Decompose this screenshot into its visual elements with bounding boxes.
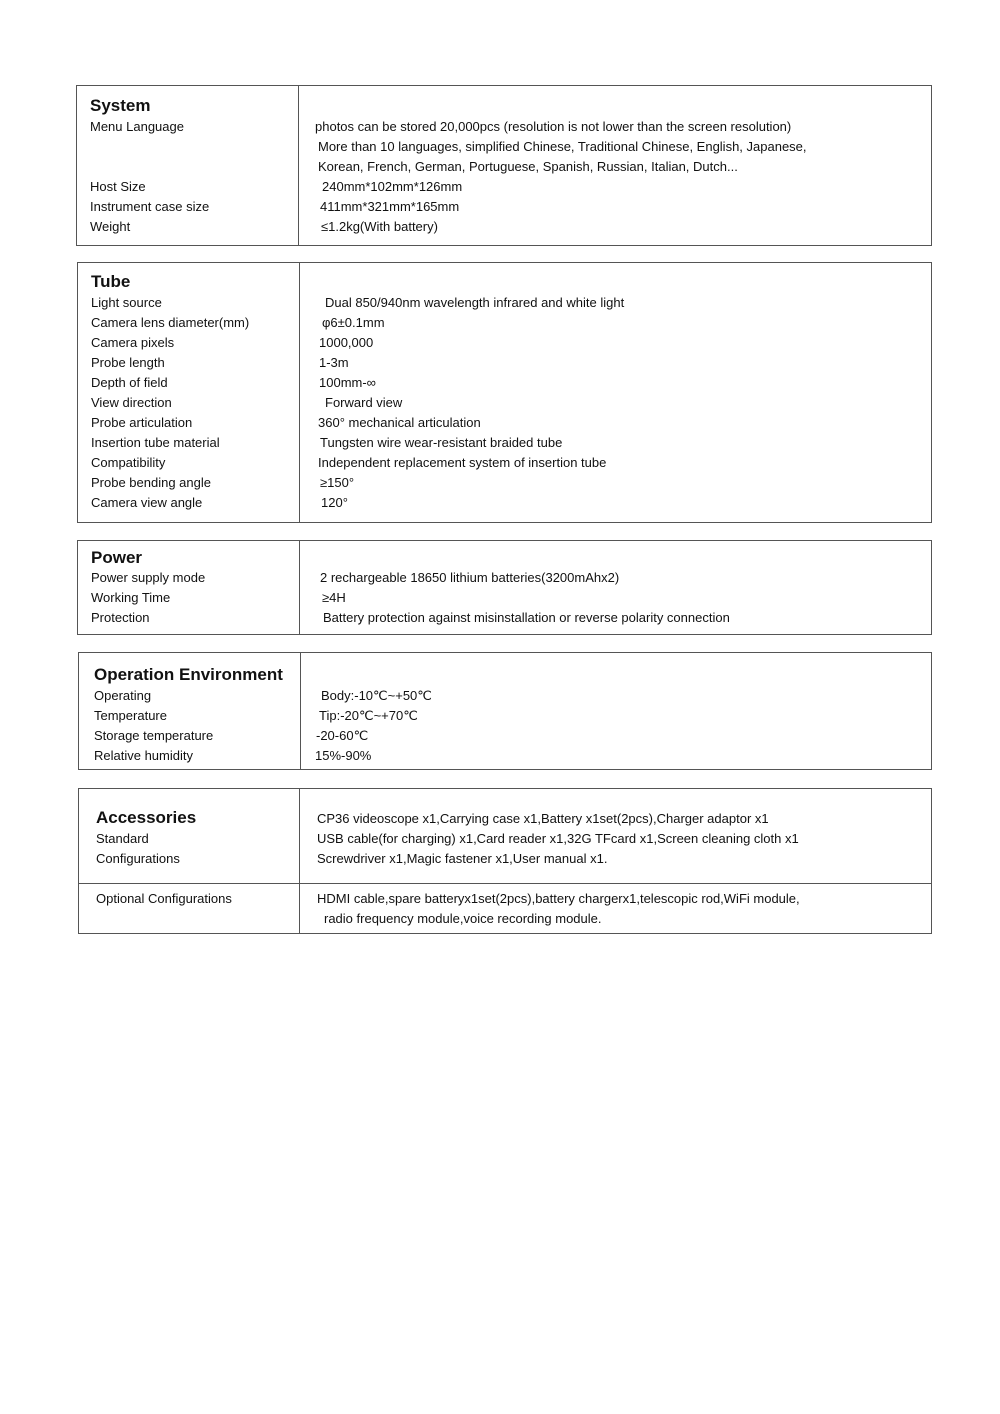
spec-value: HDMI cable,spare batteryx1set(2pcs),battery chargerx1,telescopic rod,WiFi module, bbox=[317, 891, 800, 906]
spec-value: Forward view bbox=[325, 395, 403, 410]
spec-label: Camera pixels bbox=[91, 335, 175, 350]
spec-label: Probe bending angle bbox=[91, 475, 211, 490]
system-section bbox=[76, 85, 932, 246]
spec-label: Camera view angle bbox=[91, 495, 203, 510]
spec-label: Power supply mode bbox=[91, 570, 206, 585]
spec-value: 240mm*102mm*126mm bbox=[322, 179, 463, 194]
spec-value: 411mm*321mm*165mm bbox=[320, 199, 460, 214]
spec-label: Working Time bbox=[91, 590, 171, 605]
column-divider bbox=[299, 789, 300, 933]
accessories-section bbox=[78, 788, 932, 934]
column-divider bbox=[298, 86, 299, 245]
spec-label: Operating bbox=[94, 688, 152, 703]
spec-value: Screwdriver x1,Magic fastener x1,User manual x1. bbox=[317, 851, 608, 866]
spec-label: Weight bbox=[90, 219, 131, 234]
spec-value: 15%-90% bbox=[315, 748, 372, 763]
spec-value: photos can be stored 20,000pcs (resolution is not lower than the screen resolution) bbox=[315, 119, 792, 134]
spec-value: radio frequency module,voice recording module. bbox=[324, 911, 602, 926]
column-divider bbox=[299, 263, 300, 522]
row-divider bbox=[79, 883, 931, 884]
spec-label: Instrument case size bbox=[90, 199, 210, 214]
spec-value: More than 10 languages, simplified Chinese, Traditional Chinese, English, Japanese, bbox=[318, 139, 807, 154]
spec-value: ≥150° bbox=[320, 475, 355, 490]
section-heading: Power bbox=[91, 548, 143, 567]
spec-value: Tungsten wire wear-resistant braided tube bbox=[320, 435, 563, 450]
spec-value: 360° mechanical articulation bbox=[318, 415, 481, 430]
spec-label: Depth of field bbox=[91, 375, 168, 390]
spec-label: Temperature bbox=[94, 708, 167, 723]
spec-value: Tip:-20℃~+70℃ bbox=[319, 708, 418, 723]
spec-label: Camera lens diameter(mm) bbox=[91, 315, 250, 330]
spec-value: ≤1.2kg(With battery) bbox=[321, 219, 438, 234]
section-heading: System bbox=[90, 96, 151, 115]
spec-label: Storage temperature bbox=[94, 728, 214, 743]
spec-label: Probe length bbox=[91, 355, 165, 370]
spec-label: View direction bbox=[91, 395, 172, 410]
spec-label: Host Size bbox=[90, 179, 146, 194]
spec-label: Menu Language bbox=[90, 119, 184, 134]
spec-value: Battery protection against misinstallation or reverse polarity connection bbox=[323, 610, 730, 625]
spec-label: Configurations bbox=[96, 851, 180, 866]
spec-value: 1-3m bbox=[319, 355, 349, 370]
spec-value: Body:-10℃~+50℃ bbox=[321, 688, 432, 703]
spec-value: 100mm-∞ bbox=[319, 375, 376, 390]
column-divider bbox=[299, 541, 300, 634]
section-heading: Accessories bbox=[96, 808, 197, 827]
spec-value: 120° bbox=[321, 495, 348, 510]
spec-value: ≥4H bbox=[322, 590, 346, 605]
spec-label: Light source bbox=[91, 295, 162, 310]
spec-value: USB cable(for charging) x1,Card reader x1,32G TFcard x1,Screen cleaning cloth x1 bbox=[317, 831, 799, 846]
power-section bbox=[77, 540, 932, 635]
spec-value: Dual 850/940nm wavelength infrared and white light bbox=[325, 295, 625, 310]
tube-section bbox=[77, 262, 932, 523]
section-heading: Tube bbox=[91, 272, 131, 291]
spec-value: CP36 videoscope x1,Carrying case x1,Battery x1set(2pcs),Charger adaptor x1 bbox=[317, 811, 769, 826]
spec-label: Standard bbox=[96, 831, 149, 846]
spec-label: Protection bbox=[91, 610, 150, 625]
environment-section bbox=[78, 652, 932, 770]
spec-value: 1000,000 bbox=[319, 335, 374, 350]
column-divider bbox=[300, 653, 301, 769]
spec-value: 2 rechargeable 18650 lithium batteries(3200mAhx2) bbox=[320, 570, 620, 585]
spec-label: Optional Configurations bbox=[96, 891, 232, 906]
section-heading: Operation Environment bbox=[94, 665, 283, 684]
spec-value: φ6±0.1mm bbox=[322, 315, 385, 330]
spec-value: Korean, French, German, Portuguese, Spanish, Russian, Italian, Dutch... bbox=[318, 159, 738, 174]
spec-value: Independent replacement system of insertion tube bbox=[318, 455, 607, 470]
spec-label: Insertion tube material bbox=[91, 435, 220, 450]
spec-label: Compatibility bbox=[91, 455, 166, 470]
spec-label: Relative humidity bbox=[94, 748, 193, 763]
spec-label: Probe articulation bbox=[91, 415, 193, 430]
spec-value: -20-60℃ bbox=[316, 728, 369, 743]
